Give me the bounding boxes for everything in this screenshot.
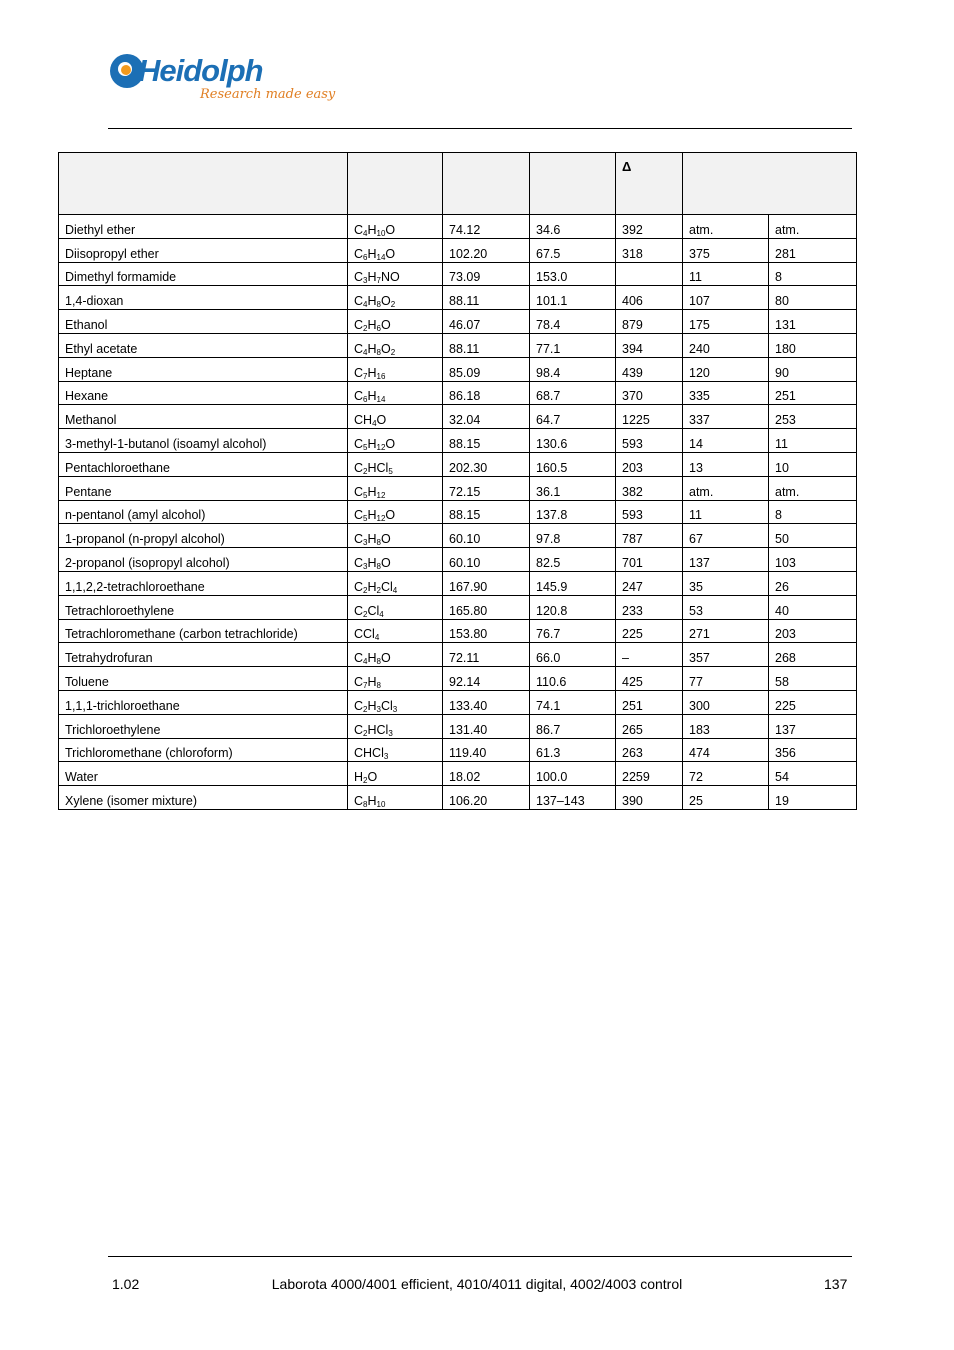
footer-divider: [108, 1256, 852, 1257]
cell-evaporation-energy: 318: [616, 238, 683, 262]
cell-molar-mass: 165.80: [443, 595, 530, 619]
cell-pressure-1: 120: [683, 357, 769, 381]
cell-pressure-1: 72: [683, 762, 769, 786]
cell-evaporation-energy: 701: [616, 548, 683, 572]
cell-formula: $CH_4O$: [348, 405, 443, 429]
cell-pressure-2: 225: [769, 690, 857, 714]
cell-pressure-1: 375: [683, 238, 769, 262]
cell-evaporation-energy: 593: [616, 500, 683, 524]
table-row: [59, 476, 857, 500]
cell-evaporation-energy: 787: [616, 524, 683, 548]
cell-solvent-name: Ethyl acetate: [59, 333, 348, 357]
cell-formula: $C_5H_{12}O$: [348, 500, 443, 524]
cell-boiling-point: 77.1: [530, 333, 616, 357]
table-row: [59, 738, 857, 762]
cell-solvent-name: 1,4-dioxan: [59, 286, 348, 310]
table-row: [59, 310, 857, 334]
table-row: [59, 452, 857, 476]
cell-pressure-1: 11: [683, 262, 769, 286]
cell-boiling-point: 86.7: [530, 714, 616, 738]
heidolph-logo: [108, 50, 336, 114]
cell-formula: CCl$_4$: [348, 619, 443, 643]
cell-evaporation-energy: 1225: [616, 405, 683, 429]
cell-pressure-1: 67: [683, 524, 769, 548]
cell-boiling-point: 66.0: [530, 643, 616, 667]
cell-molar-mass: 60.10: [443, 548, 530, 572]
cell-pressure-2: 58: [769, 667, 857, 691]
cell-pressure-2: 281: [769, 238, 857, 262]
cell-pressure-1: 53: [683, 595, 769, 619]
cell-molar-mass: 73.09: [443, 262, 530, 286]
cell-boiling-point: 68.7: [530, 381, 616, 405]
cell-boiling-point: 36.1: [530, 476, 616, 500]
cell-boiling-point: 34.6: [530, 215, 616, 239]
table-row: [59, 571, 857, 595]
cell-formula: $H_2O$: [348, 762, 443, 786]
cell-pressure-1: 240: [683, 333, 769, 357]
cell-pressure-2: 11: [769, 429, 857, 453]
header-cell-boiling-point: [530, 153, 616, 215]
cell-formula: CHCl$_3$: [348, 738, 443, 762]
cell-pressure-2: 10: [769, 452, 857, 476]
cell-molar-mass: 85.09: [443, 357, 530, 381]
cell-evaporation-energy: 370: [616, 381, 683, 405]
cell-evaporation-energy: –: [616, 643, 683, 667]
cell-pressure-2: atm.: [769, 476, 857, 500]
cell-pressure-2: 19: [769, 786, 857, 810]
cell-evaporation-energy: 879: [616, 310, 683, 334]
cell-formula: $C_5H_{12}$: [348, 476, 443, 500]
cell-formula: $C_3H_7NO$: [348, 262, 443, 286]
table-row: [59, 762, 857, 786]
cell-solvent-name: Pentachloroethane: [59, 452, 348, 476]
table-row: [59, 643, 857, 667]
cell-pressure-1: 271: [683, 619, 769, 643]
cell-pressure-2: 180: [769, 333, 857, 357]
cell-evaporation-energy: 390: [616, 786, 683, 810]
cell-formula: $C_6H_{14}O$: [348, 238, 443, 262]
cell-solvent-name: Trichloromethane (chloroform): [59, 738, 348, 762]
cell-formula: $C_4H_{10}O$: [348, 215, 443, 239]
cell-boiling-point: 145.9: [530, 571, 616, 595]
cell-molar-mass: 88.15: [443, 429, 530, 453]
cell-boiling-point: 137.8: [530, 500, 616, 524]
cell-boiling-point: 76.7: [530, 619, 616, 643]
cell-boiling-point: 61.3: [530, 738, 616, 762]
cell-solvent-name: Pentane: [59, 476, 348, 500]
cell-boiling-point: 64.7: [530, 405, 616, 429]
cell-pressure-1: 300: [683, 690, 769, 714]
cell-evaporation-energy: 406: [616, 286, 683, 310]
cell-solvent-name: Dimethyl formamide: [59, 262, 348, 286]
cell-solvent-name: Heptane: [59, 357, 348, 381]
table-row: [59, 690, 857, 714]
cell-solvent-name: Tetrachloromethane (carbon tetrachloride): [59, 619, 348, 643]
cell-molar-mass: 102.20: [443, 238, 530, 262]
cell-formula: $C_2H_2Cl_4$: [348, 571, 443, 595]
table-row: [59, 500, 857, 524]
cell-pressure-2: 203: [769, 619, 857, 643]
cell-pressure-1: 11: [683, 500, 769, 524]
cell-formula: $C_4H_8O_2$: [348, 333, 443, 357]
cell-evaporation-energy: 394: [616, 333, 683, 357]
cell-formula: $C_7H_{16}$: [348, 357, 443, 381]
cell-evaporation-energy: 2259: [616, 762, 683, 786]
cell-boiling-point: 97.8: [530, 524, 616, 548]
table-row: [59, 381, 857, 405]
header-cell-evaporation-energy: Δ: [616, 153, 683, 215]
cell-formula: $C_2H_3Cl_3$: [348, 690, 443, 714]
cell-molar-mass: 153.80: [443, 619, 530, 643]
logo-dot-icon: [121, 65, 131, 75]
cell-boiling-point: 130.6: [530, 429, 616, 453]
table-row: [59, 667, 857, 691]
table-body: [59, 215, 857, 810]
cell-pressure-1: 35: [683, 571, 769, 595]
cell-pressure-1: 14: [683, 429, 769, 453]
cell-molar-mass: 60.10: [443, 524, 530, 548]
cell-formula: $C_2H_6O$: [348, 310, 443, 334]
cell-boiling-point: 67.5: [530, 238, 616, 262]
cell-pressure-2: 8: [769, 500, 857, 524]
table-row: [59, 215, 857, 239]
header-divider: [108, 128, 852, 129]
cell-evaporation-energy: 439: [616, 357, 683, 381]
cell-molar-mass: 106.20: [443, 786, 530, 810]
table-row: [59, 405, 857, 429]
cell-pressure-2: 54: [769, 762, 857, 786]
cell-molar-mass: 92.14: [443, 667, 530, 691]
cell-formula: $C_2HCl_3$: [348, 714, 443, 738]
cell-molar-mass: 202.30: [443, 452, 530, 476]
table-row: [59, 786, 857, 810]
cell-molar-mass: 18.02: [443, 762, 530, 786]
cell-pressure-2: atm.: [769, 215, 857, 239]
cell-boiling-point: 101.1: [530, 286, 616, 310]
cell-boiling-point: 153.0: [530, 262, 616, 286]
cell-solvent-name: Trichloroethylene: [59, 714, 348, 738]
cell-pressure-1: atm.: [683, 215, 769, 239]
cell-molar-mass: 86.18: [443, 381, 530, 405]
cell-evaporation-energy: 263: [616, 738, 683, 762]
header-cell-solvent: [59, 153, 348, 215]
cell-evaporation-energy: 425: [616, 667, 683, 691]
cell-solvent-name: 1,1,2,2-tetrachloroethane: [59, 571, 348, 595]
table-row: [59, 262, 857, 286]
cell-solvent-name: Methanol: [59, 405, 348, 429]
cell-boiling-point: 78.4: [530, 310, 616, 334]
cell-boiling-point: 100.0: [530, 762, 616, 786]
cell-pressure-1: 474: [683, 738, 769, 762]
header-cell-pressure: [683, 153, 857, 215]
cell-solvent-name: Tetrahydrofuran: [59, 643, 348, 667]
cell-pressure-2: 90: [769, 357, 857, 381]
cell-pressure-2: 253: [769, 405, 857, 429]
cell-molar-mass: 72.15: [443, 476, 530, 500]
cell-molar-mass: 167.90: [443, 571, 530, 595]
cell-pressure-2: 131: [769, 310, 857, 334]
cell-molar-mass: 32.04: [443, 405, 530, 429]
cell-pressure-2: 50: [769, 524, 857, 548]
logo-tagline: Research made easy: [200, 87, 336, 102]
cell-boiling-point: 74.1: [530, 690, 616, 714]
cell-formula: $C_5H_{12}O$: [348, 429, 443, 453]
table-row: [59, 333, 857, 357]
cell-boiling-point: 160.5: [530, 452, 616, 476]
cell-formula: $C_2HCl_5$: [348, 452, 443, 476]
table-row: [59, 595, 857, 619]
cell-formula: $C_3H_8O$: [348, 548, 443, 572]
cell-molar-mass: 131.40: [443, 714, 530, 738]
table-row: [59, 429, 857, 453]
cell-formula: $C_8H_{10}$: [348, 786, 443, 810]
footer-version: 1.02: [112, 1276, 140, 1292]
cell-evaporation-energy: 225: [616, 619, 683, 643]
cell-molar-mass: 88.11: [443, 286, 530, 310]
cell-formula: $C_6H_{14}$: [348, 381, 443, 405]
cell-evaporation-energy: [616, 262, 683, 286]
cell-boiling-point: 110.6: [530, 667, 616, 691]
cell-evaporation-energy: 593: [616, 429, 683, 453]
cell-pressure-2: 103: [769, 548, 857, 572]
cell-pressure-1: 183: [683, 714, 769, 738]
cell-pressure-2: 356: [769, 738, 857, 762]
cell-molar-mass: 74.12: [443, 215, 530, 239]
cell-evaporation-energy: 392: [616, 215, 683, 239]
logo-wordmark: Heidolph: [138, 53, 263, 88]
cell-formula: $C_2Cl_4$: [348, 595, 443, 619]
cell-pressure-1: 337: [683, 405, 769, 429]
cell-solvent-name: Ethanol: [59, 310, 348, 334]
cell-pressure-1: 25: [683, 786, 769, 810]
cell-formula: $C_4H_8O$: [348, 643, 443, 667]
cell-solvent-name: Xylene (isomer mixture): [59, 786, 348, 810]
cell-evaporation-energy: 265: [616, 714, 683, 738]
cell-pressure-2: 137: [769, 714, 857, 738]
table-row: [59, 619, 857, 643]
cell-evaporation-energy: 251: [616, 690, 683, 714]
cell-solvent-name: Water: [59, 762, 348, 786]
cell-pressure-2: 40: [769, 595, 857, 619]
cell-formula: $C_3H_8O$: [348, 524, 443, 548]
cell-pressure-1: 357: [683, 643, 769, 667]
cell-pressure-1: 335: [683, 381, 769, 405]
cell-solvent-name: Tetrachloroethylene: [59, 595, 348, 619]
cell-boiling-point: 98.4: [530, 357, 616, 381]
cell-pressure-1: atm.: [683, 476, 769, 500]
table-header-row: [59, 153, 857, 215]
table-row: [59, 524, 857, 548]
page-number: 137: [824, 1276, 848, 1292]
cell-pressure-2: 251: [769, 381, 857, 405]
cell-formula: $C_4H_8O_2$: [348, 286, 443, 310]
header-cell-molar-mass: [443, 153, 530, 215]
cell-solvent-name: 1,1,1-trichloroethane: [59, 690, 348, 714]
table-row: [59, 238, 857, 262]
cell-boiling-point: 120.8: [530, 595, 616, 619]
cell-molar-mass: 133.40: [443, 690, 530, 714]
cell-pressure-2: 8: [769, 262, 857, 286]
cell-boiling-point: 82.5: [530, 548, 616, 572]
cell-molar-mass: 72.11: [443, 643, 530, 667]
table-row: [59, 357, 857, 381]
cell-solvent-name: 3-methyl-1-butanol (isoamyl alcohol): [59, 429, 348, 453]
header-cell-formula: [348, 153, 443, 215]
cell-solvent-name: Diisopropyl ether: [59, 238, 348, 262]
cell-solvent-name: 1-propanol (n-propyl alcohol): [59, 524, 348, 548]
cell-solvent-name: Diethyl ether: [59, 215, 348, 239]
cell-solvent-name: n-pentanol (amyl alcohol): [59, 500, 348, 524]
cell-solvent-name: Toluene: [59, 667, 348, 691]
cell-pressure-1: 107: [683, 286, 769, 310]
table-row: [59, 548, 857, 572]
cell-pressure-1: 175: [683, 310, 769, 334]
cell-evaporation-energy: 233: [616, 595, 683, 619]
table-row: [59, 286, 857, 310]
cell-formula: $C_7H_8$: [348, 667, 443, 691]
cell-evaporation-energy: 247: [616, 571, 683, 595]
table-row: [59, 714, 857, 738]
cell-pressure-2: 268: [769, 643, 857, 667]
cell-boiling-point: 137–143: [530, 786, 616, 810]
cell-solvent-name: Hexane: [59, 381, 348, 405]
cell-pressure-2: 26: [769, 571, 857, 595]
solvent-table: [58, 152, 857, 810]
cell-molar-mass: 88.11: [443, 333, 530, 357]
cell-pressure-1: 13: [683, 452, 769, 476]
cell-molar-mass: 46.07: [443, 310, 530, 334]
cell-pressure-2: 80: [769, 286, 857, 310]
cell-solvent-name: 2-propanol (isopropyl alcohol): [59, 548, 348, 572]
cell-pressure-1: 77: [683, 667, 769, 691]
cell-pressure-1: 137: [683, 548, 769, 572]
cell-molar-mass: 88.15: [443, 500, 530, 524]
cell-molar-mass: 119.40: [443, 738, 530, 762]
footer-title: Laborota 4000/4001 efficient, 4010/4011 digital, 4002/4003 control: [271, 1276, 683, 1292]
cell-evaporation-energy: 382: [616, 476, 683, 500]
cell-evaporation-energy: 203: [616, 452, 683, 476]
